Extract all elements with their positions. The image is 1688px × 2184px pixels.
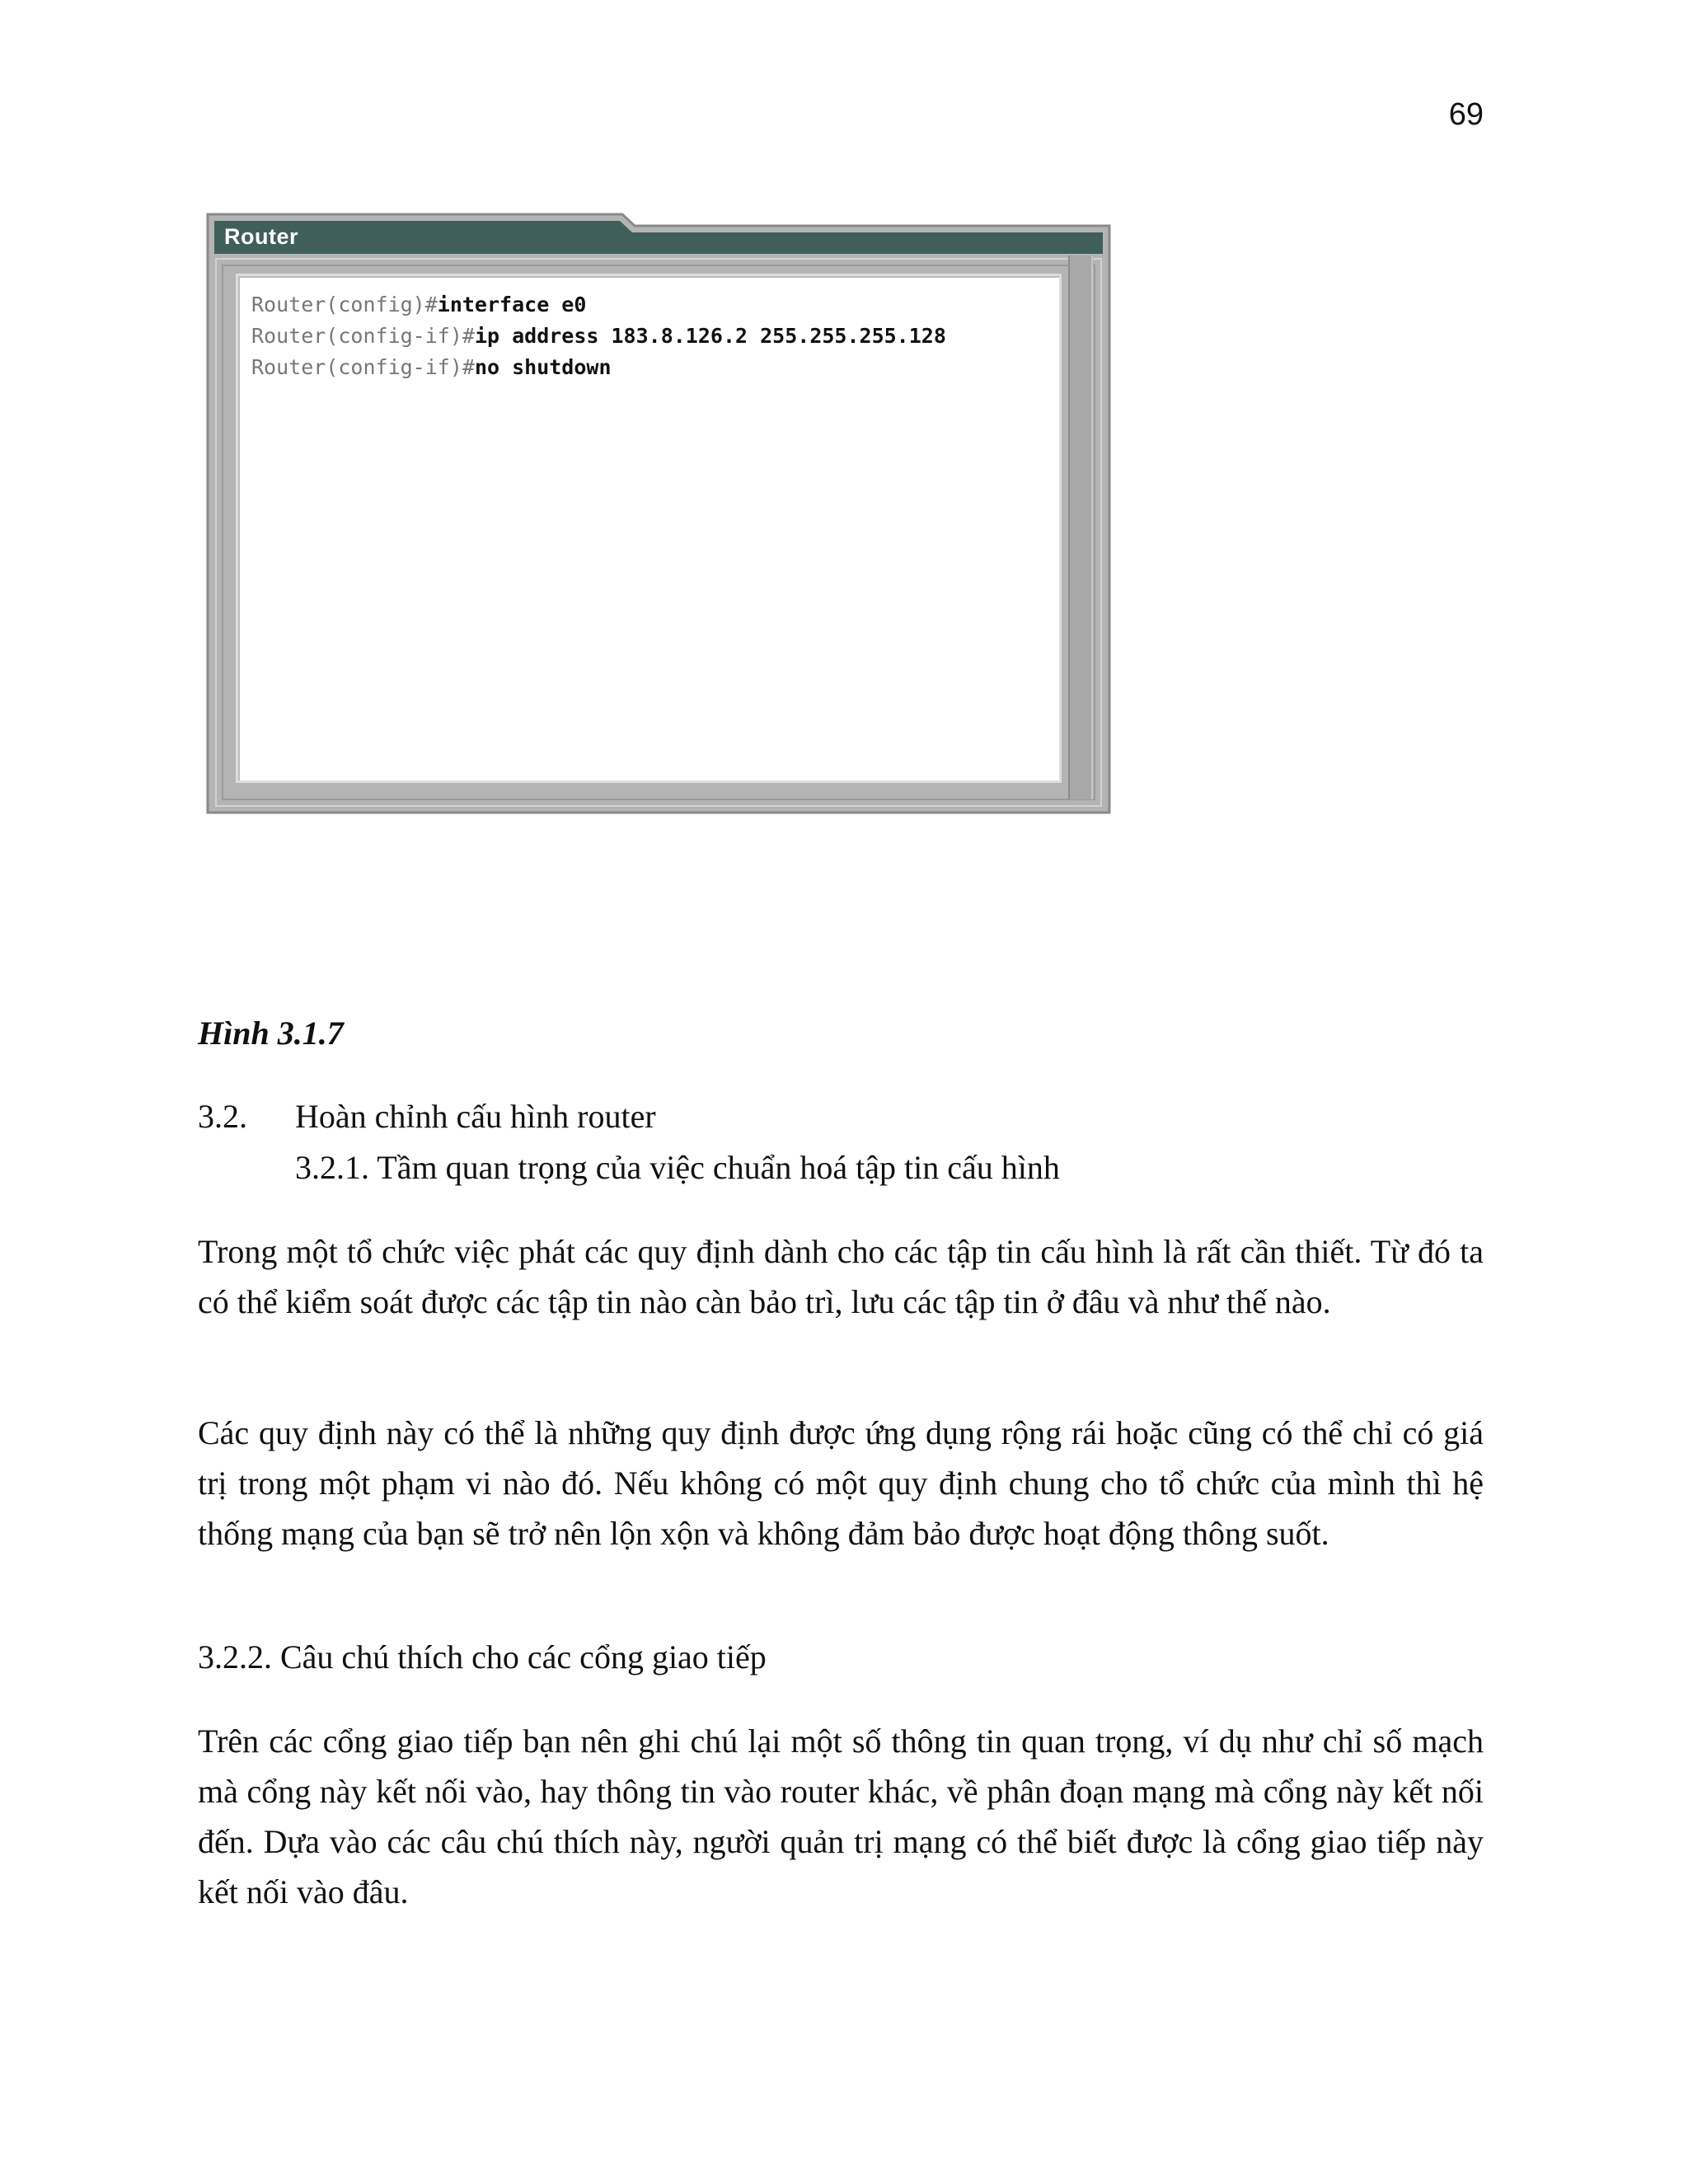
window-title: Router (224, 224, 298, 249)
page-number: 69 (1448, 97, 1484, 132)
section-heading-3-2 (198, 1096, 656, 1137)
prompt: Router(config)# (251, 293, 438, 316)
terminal-line (251, 289, 1059, 321)
section-heading-3-2-2: 3.2.2. Câu chú thích cho các cổng giao tiếp (198, 1638, 767, 1675)
terminal-line (251, 352, 1059, 383)
terminal-scrollbar[interactable] (1068, 255, 1093, 799)
paragraph: Trên các cổng giao tiếp bạn nên ghi chú lại một số thông tin quan trọng, ví dụ như chỉ số mạch mà cổng này kết nối vào, hay thông tin vào router khác, về phân đoạn mạng mà cổng này kết nối đến. Dựa vào các câu chú thích này, người quản trị mạng có thể biết được là cổng giao tiếp này kết nối vào đâu. (198, 1722, 1484, 1910)
prompt: Router(config-if)# (251, 355, 475, 379)
section-heading-3-2-1: 3.2.1. Tầm quan trọng của việc chuẩn hoá tập tin cấu hình (295, 1149, 1060, 1186)
paragraph: Trong một tổ chức việc phát các quy định dành cho các tập tin cấu hình là rất cần thiết. Từ đó ta có thể kiểm soát được các tập tin nào càn bảo trì, lưu các tập tin ở đâu và như thế nào. (198, 1233, 1484, 1320)
figure-caption: Hình 3.1.7 (198, 1015, 344, 1052)
command: ip address 183.8.126.2 255.255.255.128 (474, 324, 946, 348)
router-terminal-figure (206, 213, 1111, 814)
paragraph: Các quy định này có thể là những quy định được ứng dụng rộng rái hoặc cũng có thể chỉ có giá trị trong một phạm vi nào đó. Nếu không có một quy định chung cho tổ chức của mình thì hệ thống mạng của bạn sẽ trở nên lộn xộn và không đảm bảo được hoạt động thông suốt. (198, 1414, 1484, 1552)
terminal-output (236, 274, 1062, 783)
command: no shutdown (474, 355, 612, 379)
prompt: Router(config-if)# (251, 324, 475, 348)
section-title: Hoàn chỉnh cấu hình router (295, 1098, 656, 1135)
section-number: 3.2. (198, 1098, 247, 1135)
terminal-line (251, 321, 1059, 352)
command: interface e0 (437, 293, 587, 316)
